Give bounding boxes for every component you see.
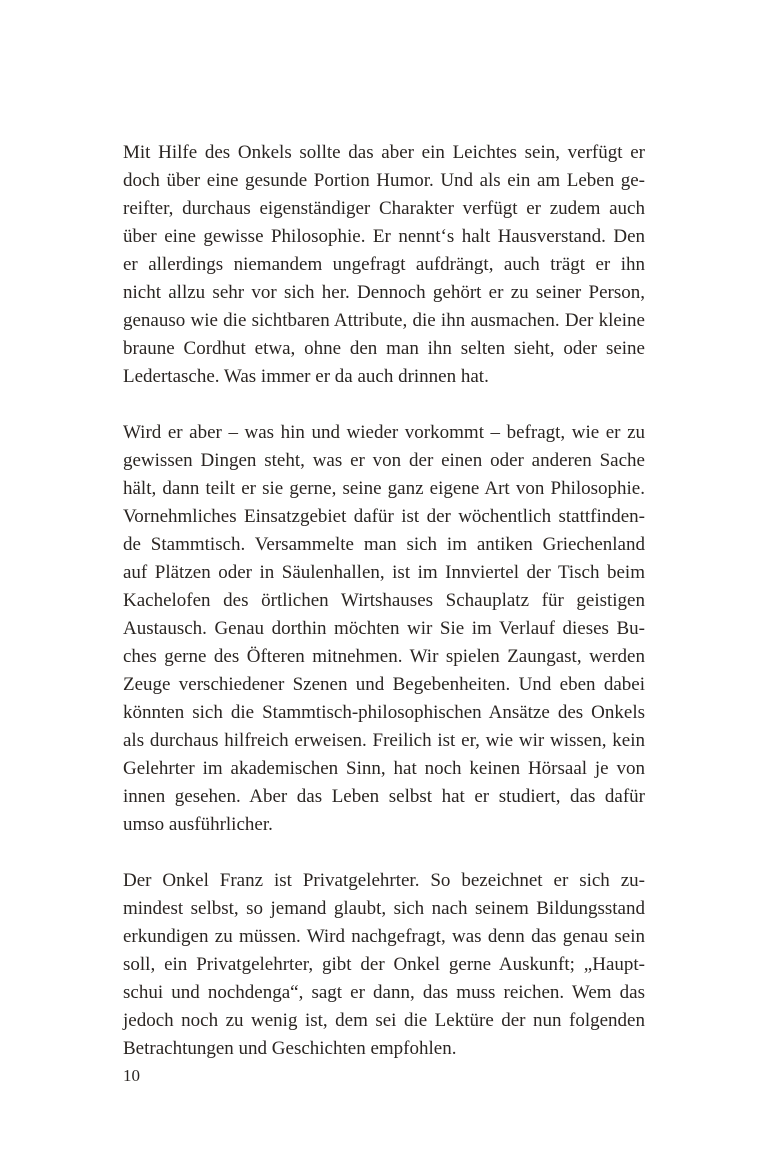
text-line: Zeuge verschiedener Szenen und Begebenheiten. Und eben dabei [123, 674, 645, 695]
text-line: Wird er aber – was hin und wieder vorkommt – befragt, wie er zu [123, 422, 645, 443]
paragraph-1 [123, 139, 645, 391]
text-line: auf Plätzen oder in Säulenhallen, ist im Innviertel der Tisch beim [123, 562, 645, 583]
text-line: de Stammtisch. Versammelte man sich im antiken Griechenland [123, 534, 645, 555]
text-line: erkundigen zu müssen. Wird nachgefragt, was denn das genau sein [123, 926, 645, 947]
text-line: Ledertasche. Was immer er da auch drinnen hat. [123, 366, 489, 387]
text-line: Vornehmliches Einsatzgebiet dafür ist der wöchentlich stattfinden- [123, 506, 645, 527]
text-line: Der Onkel Franz ist Privatgelehrter. So bezeichnet er sich zu- [123, 870, 645, 891]
paragraph-3 [123, 867, 645, 1063]
text-line: doch über eine gesunde Portion Humor. Und als ein am Leben ge- [123, 170, 645, 191]
text-line: hält, dann teilt er sie gerne, seine ganz eigene Art von Philosophie. [123, 478, 645, 499]
text-line: braune Cordhut etwa, ohne den man ihn selten sieht, oder seine [123, 338, 645, 359]
text-line: innen gesehen. Aber das Leben selbst hat er studiert, das dafür [123, 786, 645, 807]
text-line: nicht allzu sehr vor sich her. Dennoch gehört er zu seiner Person, [123, 282, 645, 303]
text-line: Kachelofen des örtlichen Wirtshauses Schauplatz für geistigen [123, 590, 645, 611]
body-text [123, 139, 645, 1063]
text-line: genauso wie die sichtbaren Attribute, die ihn ausmachen. Der kleine [123, 310, 645, 331]
text-line: könnten sich die Stammtisch-philosophischen Ansätze des Onkels [123, 702, 645, 723]
text-line: reifter, durchaus eigenständiger Charakter verfügt er zudem auch [123, 198, 645, 219]
text-line: über eine gewisse Philosophie. Er nennt‘s halt Hausverstand. Den [123, 226, 645, 247]
text-line: schui und nochdenga“, sagt er dann, das muss reichen. Wem das [123, 982, 645, 1003]
text-line: soll, ein Privatgelehrter, gibt der Onkel gerne Auskunft; „Haupt- [123, 954, 645, 975]
page-number: 10 [123, 1066, 140, 1085]
text-line: Mit Hilfe des Onkels sollte das aber ein Leichtes sein, verfügt er [123, 142, 645, 163]
text-line: mindest selbst, so jemand glaubt, sich nach seinem Bildungsstand [123, 898, 645, 919]
text-line: Austausch. Genau dorthin möchten wir Sie im Verlauf dieses Bu- [123, 618, 645, 639]
text-line: umso ausführlicher. [123, 814, 273, 835]
paragraph-2 [123, 419, 645, 839]
text-line: gewissen Dingen steht, was er von der einen oder anderen Sache [123, 450, 645, 471]
text-line: Gelehrter im akademischen Sinn, hat noch keinen Hörsaal je von [123, 758, 645, 779]
text-line: ches gerne des Öfteren mitnehmen. Wir spielen Zaungast, werden [123, 646, 645, 667]
text-line: als durchaus hilfreich erweisen. Freilich ist er, wie wir wissen, kein [123, 730, 645, 751]
text-line: Betrachtungen und Geschichten empfohlen. [123, 1038, 457, 1059]
text-line: er allerdings niemandem ungefragt aufdrängt, auch trägt er ihn [123, 254, 645, 275]
text-line: jedoch noch zu wenig ist, dem sei die Lektüre der nun folgenden [123, 1010, 645, 1031]
